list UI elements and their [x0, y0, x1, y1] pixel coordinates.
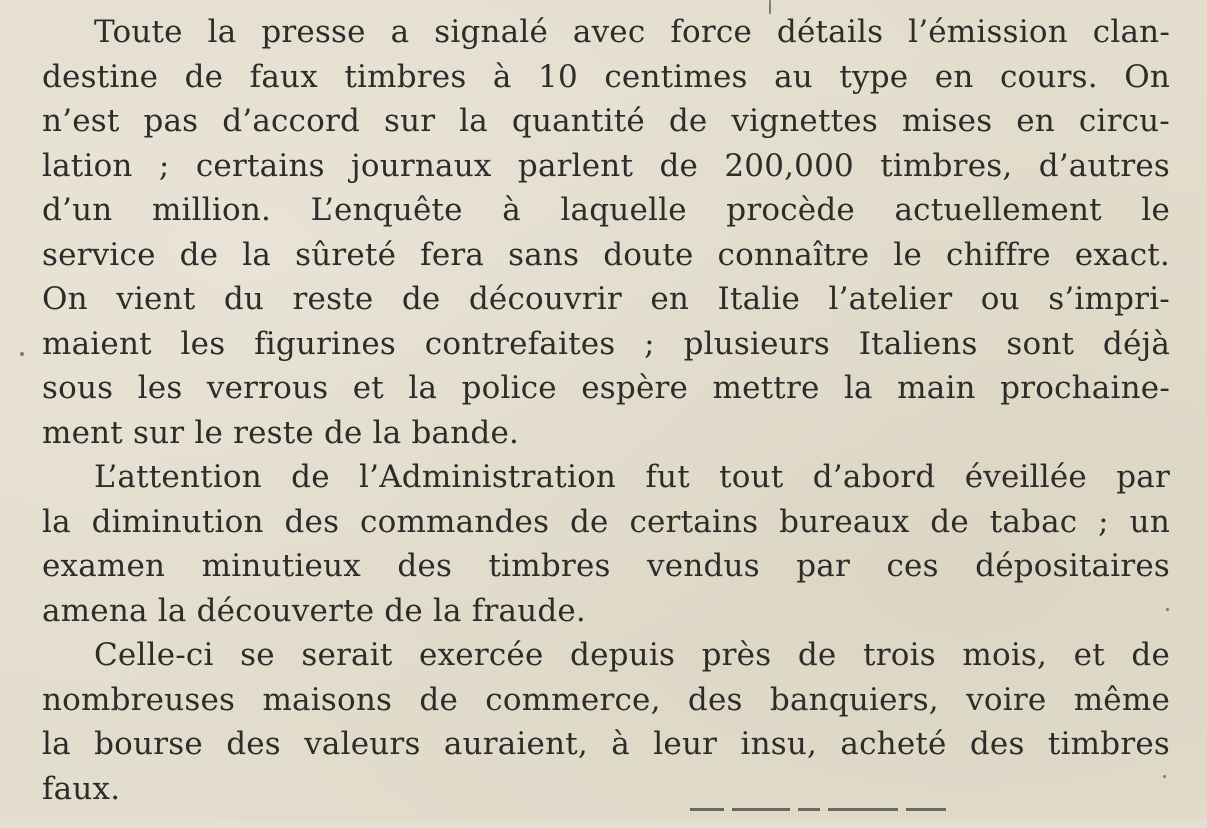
scan-speck [1163, 775, 1166, 778]
scan-speck [20, 352, 24, 356]
paragraph-1-line-9: sous les verrous et la police espère mettre la main prochaine- [42, 370, 1170, 406]
paragraph-2-line-1: L’attention de l’Administration fut tout d’abord éveillée par [94, 459, 1170, 495]
paragraph-1-line-4: lation ; certains journaux parlent de 200,000 timbres, d’autres [42, 147, 1170, 184]
paragraph-1-line-7: On vient du reste de découvrir en Italie l’atelier ou s’impri- [42, 281, 1170, 317]
paragraph-3-line-3: la bourse des valeurs auraient, à leur insu, acheté des timbres [42, 726, 1170, 762]
paragraph-1-line-2: destine de faux timbres à 10 centimes au type en cours. On [42, 58, 1170, 95]
paragraph-1-line-6: service de la sûreté fera sans doute connaître le chiffre exact. [42, 236, 1170, 273]
cropped-next-line [690, 808, 1010, 828]
paragraph-3-line-2: nombreuses maisons de commerce, des banquiers, voire même [42, 681, 1170, 718]
paragraph-1-line-3: n’est pas d’accord sur la quantité de vignettes mises en circu- [42, 103, 1170, 139]
scan-speck [769, 0, 771, 14]
paragraph-2-line-2: la diminution des commandes de certains bureaux de tabac ; un [42, 503, 1170, 540]
paragraph-2-line-3: examen minutieux des timbres vendus par ces dépositaires [42, 548, 1170, 584]
scan-speck [1166, 608, 1169, 611]
paragraph-1-line-8: maient les figurines contrefaites ; plusieurs Italiens sont déjà [42, 325, 1170, 362]
article-text [42, 10, 1170, 811]
paragraph-2-line-4: amena la découverte de la fraude. [42, 592, 586, 629]
paragraph-1-line-1: Toute la presse a signalé avec force détails l’émission clan- [94, 14, 1170, 50]
paragraph-3-line-4: faux. [42, 770, 121, 807]
paragraph-3-line-1: Celle-ci se serait exercée depuis près de trois mois, et de [94, 637, 1170, 673]
paragraph-1-line-10: ment sur le reste de la bande. [42, 414, 520, 451]
paragraph-1-line-5: d’un million. L’enquête à laquelle procède actuellement le [42, 192, 1170, 228]
